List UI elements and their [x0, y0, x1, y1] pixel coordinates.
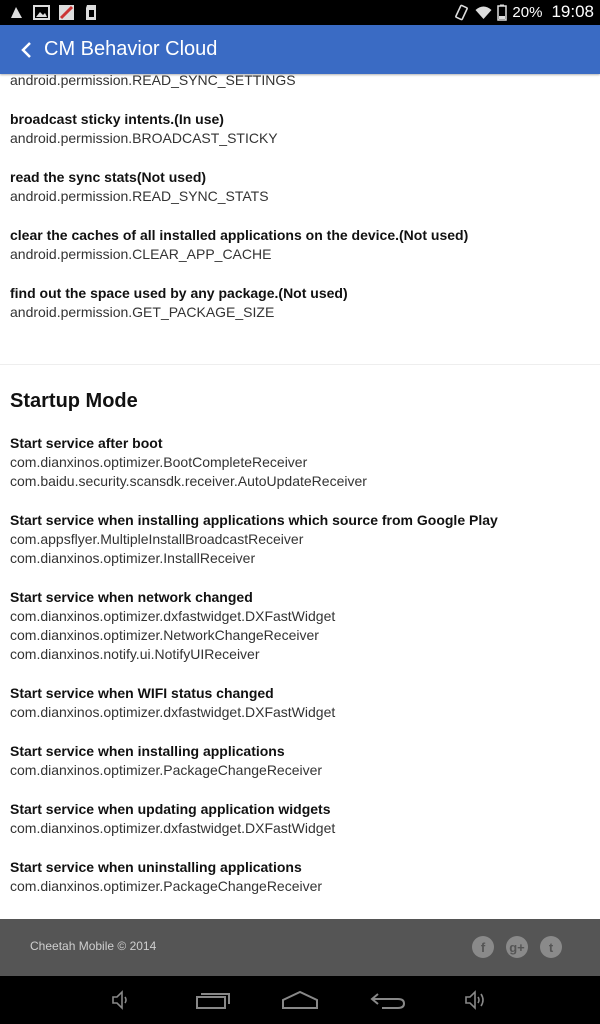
permission-name: android.permission.BROADCAST_STICKY — [10, 130, 278, 146]
back-button[interactable] — [8, 25, 44, 74]
receiver-name: com.dianxinos.optimizer.BootCompleteReceiver — [10, 454, 308, 470]
list-item — [0, 858, 600, 896]
permission-name: android.permission.GET_PACKAGE_SIZE — [10, 304, 275, 320]
social-links — [472, 936, 562, 958]
volume-up-icon — [463, 989, 489, 1011]
section-title-startup: Startup Mode — [10, 390, 138, 412]
receiver-name: com.dianxinos.notify.ui.NotifyUIReceiver — [10, 646, 260, 662]
list-item — [0, 168, 600, 206]
recent-apps-button[interactable] — [193, 986, 233, 1014]
receiver-name: com.dianxinos.optimizer.NetworkChangeReceiver — [10, 627, 319, 643]
page-title: CM Behavior Cloud — [44, 38, 218, 60]
battery-percentage: 20% — [512, 3, 543, 21]
volume-down-button[interactable] — [102, 986, 142, 1014]
notification-icon — [8, 4, 25, 21]
list-item — [0, 800, 600, 838]
recent-apps-icon — [195, 990, 231, 1010]
receiver-name: com.dianxinos.optimizer.dxfastwidget.DXFastWidget — [10, 820, 336, 836]
chevron-left-icon — [20, 41, 32, 59]
gallery-icon — [33, 4, 50, 21]
app-icon — [58, 4, 75, 21]
list-item — [0, 110, 600, 148]
permission-title: find out the space used by any package.(Not used) — [10, 285, 348, 301]
receiver-name: com.dianxinos.optimizer.InstallReceiver — [10, 550, 256, 566]
system-nav-bar — [0, 976, 600, 1024]
copyright-text: Cheetah Mobile © 2014 — [30, 939, 157, 953]
home-icon — [281, 990, 319, 1010]
status-bar — [0, 0, 600, 25]
receiver-name: com.dianxinos.optimizer.PackageChangeReceiver — [10, 878, 323, 894]
action-bar — [0, 25, 600, 74]
footer — [0, 919, 600, 976]
list-item — [0, 284, 600, 322]
startup-trigger: Start service when WIFI status changed — [10, 685, 274, 701]
rotation-icon — [453, 4, 470, 21]
volume-up-button[interactable] — [456, 986, 496, 1014]
receiver-name: com.dianxinos.optimizer.PackageChangeReceiver — [10, 762, 323, 778]
list-item — [0, 434, 600, 491]
permission-title: clear the caches of all installed applications on the device.(Not used) — [10, 227, 469, 243]
content-scroll-area[interactable] — [0, 74, 600, 919]
section-divider — [0, 364, 600, 365]
back-nav-button[interactable] — [368, 986, 408, 1014]
receiver-name: com.dianxinos.optimizer.dxfastwidget.DXFastWidget — [10, 608, 336, 624]
sd-card-icon — [83, 4, 100, 21]
receiver-name: com.dianxinos.optimizer.dxfastwidget.DXFastWidget — [10, 704, 336, 720]
home-button[interactable] — [280, 986, 320, 1014]
startup-trigger: Start service when uninstalling applications — [10, 859, 302, 875]
status-icons-left — [8, 4, 100, 21]
status-icons-right — [453, 2, 594, 22]
receiver-name: com.appsflyer.MultipleInstallBroadcastReceiver — [10, 531, 304, 547]
startup-list — [0, 434, 600, 916]
back-icon — [370, 990, 406, 1010]
permission-partial: android.permission.READ_SYNC_SETTINGS — [10, 74, 296, 88]
startup-trigger: Start service when network changed — [10, 589, 253, 605]
battery-icon — [497, 4, 507, 21]
twitter-icon[interactable]: t — [540, 936, 562, 958]
facebook-icon[interactable]: f — [472, 936, 494, 958]
receiver-name: com.baidu.security.scansdk.receiver.AutoUpdateReceiver — [10, 473, 367, 489]
list-item — [0, 226, 600, 264]
startup-trigger: Start service when updating application widgets — [10, 801, 331, 817]
permissions-list — [0, 110, 600, 342]
list-item — [0, 742, 600, 780]
clock: 19:08 — [551, 2, 594, 21]
startup-trigger: Start service when installing applications — [10, 743, 285, 759]
list-item — [0, 588, 600, 664]
volume-down-icon — [110, 989, 134, 1011]
startup-trigger: Start service after boot — [10, 435, 163, 451]
permission-name: android.permission.CLEAR_APP_CACHE — [10, 246, 272, 262]
wifi-icon — [475, 4, 492, 21]
startup-trigger: Start service when installing applications which source from Google Play — [10, 512, 498, 528]
permission-title: broadcast sticky intents.(In use) — [10, 111, 224, 127]
list-item — [0, 684, 600, 722]
permission-title: read the sync stats(Not used) — [10, 169, 207, 185]
google-plus-icon[interactable]: g+ — [506, 936, 528, 958]
permission-name: android.permission.READ_SYNC_STATS — [10, 188, 269, 204]
list-item — [0, 511, 600, 568]
